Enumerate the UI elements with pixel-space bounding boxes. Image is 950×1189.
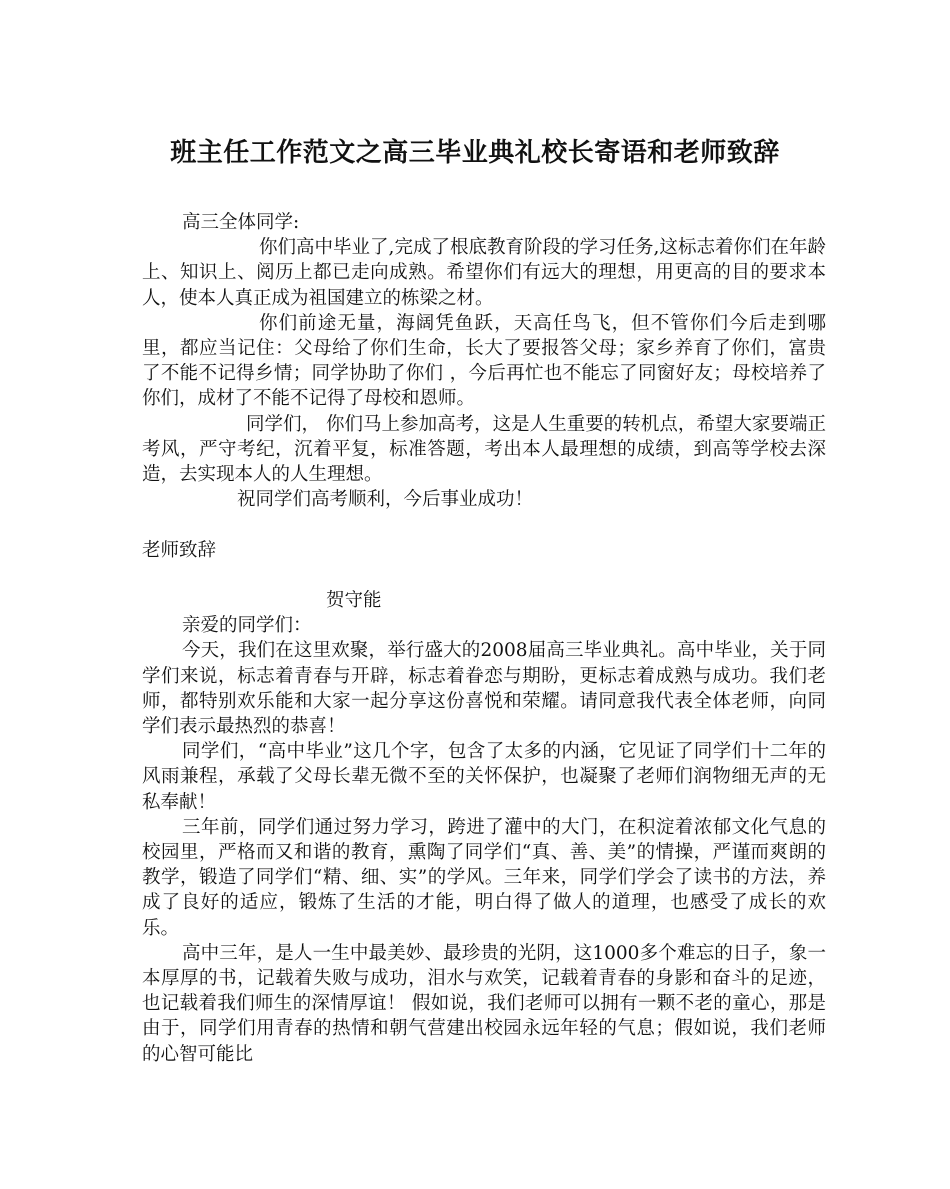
principal-paragraph-1: 你们高中毕业了,完成了根底教育阶段的学习任务,这标志着你们在年龄上、知识上、阅历上都已走向成熟。希望你们有远大的理想，用更高的目的要求本人，使本人真正成为祖国建立的栋梁之材。	[142, 237, 826, 309]
teacher-paragraph-3: 三年前，同学们通过努力学习，跨进了灌中的大门，在积淀着浓郁文化气息的校园里，严格而又和谐的教育，熏陶了同学们“真、善、美”的情操，严谨而爽朗的教学，锻造了同学们“精、细、实”的学风。三年来，同学们学会了读书的方法，养成了良好的适应，锻炼了生活的才能，明白得了做人的道理，也感受了成长的欢乐。	[142, 816, 826, 939]
document-body	[142, 210, 826, 1067]
teacher-author: 贺守能	[326, 590, 382, 612]
teacher-paragraph-1: 今天，我们在这里欢聚，举行盛大的2008届高三毕业典礼。高中毕业，关于同学们来说，标志着青春与开辟，标志着眷恋与期盼，更标志着成熟与成功。我们老师，都特别欢乐能和大家一起分享这份喜悦和荣耀。请同意我代表全体老师，向同学们表示最热烈的恭喜！	[142, 640, 826, 738]
principal-paragraph-3: 同学们， 你们马上参加高考，这是人生重要的转机点，希望大家要端正考风，严守考纪，沉着平复，标准答题，考出本人最理想的成绩，到高等学校去深造，去实现本人的人生理想。	[142, 413, 826, 486]
principal-paragraph-2: 你们前途无量，海阔凭鱼跃，天高任鸟飞，但不管你们今后走到哪里，都应当记住：父母给了你们生命，长大了要报答父母；家乡养育了你们，富贵了不能不记得乡情；同学协助了你们 ，今后再忙也不能忘了同窗好友；母校培养了你们，成材了不能不记得了母校和恩师。	[142, 312, 826, 410]
principal-salutation: 高三全体同学:	[182, 212, 300, 233]
principal-wish: 祝同学们高考顺利，今后事业成功！	[237, 489, 534, 511]
document-title: 班主任工作范文之高三毕业典礼校长寄语和老师致辞	[170, 138, 780, 168]
spacer	[142, 512, 826, 537]
teacher-paragraph-4: 高中三年，是人一生中最美妙、最珍贵的光阴，这1000多个难忘的日子，象一本厚厚的书，记载着失败与成功，泪水与欢笑，记载着青春的身影和奋斗的足迹，也记载着我们师生的深情厚谊！ 假如说，我们老师可以拥有一颗不老的童心，那是由于，同学们用青春的热情和朝气营建出校园永远年轻的气息；假如说，我们老师的心智可能比	[142, 942, 826, 1065]
teacher-salutation: 亲爱的同学们：	[182, 615, 312, 637]
spacer	[142, 563, 826, 588]
teacher-paragraph-2: 同学们，“高中毕业”这几个字，包含了太多的内涵，它见证了同学们十二年的风雨兼程，承载了父母长辈无微不至的关怀保护，也凝聚了老师们润物细无声的无私奉献！	[142, 741, 826, 813]
teacher-speech-heading: 老师致辞	[142, 539, 217, 561]
